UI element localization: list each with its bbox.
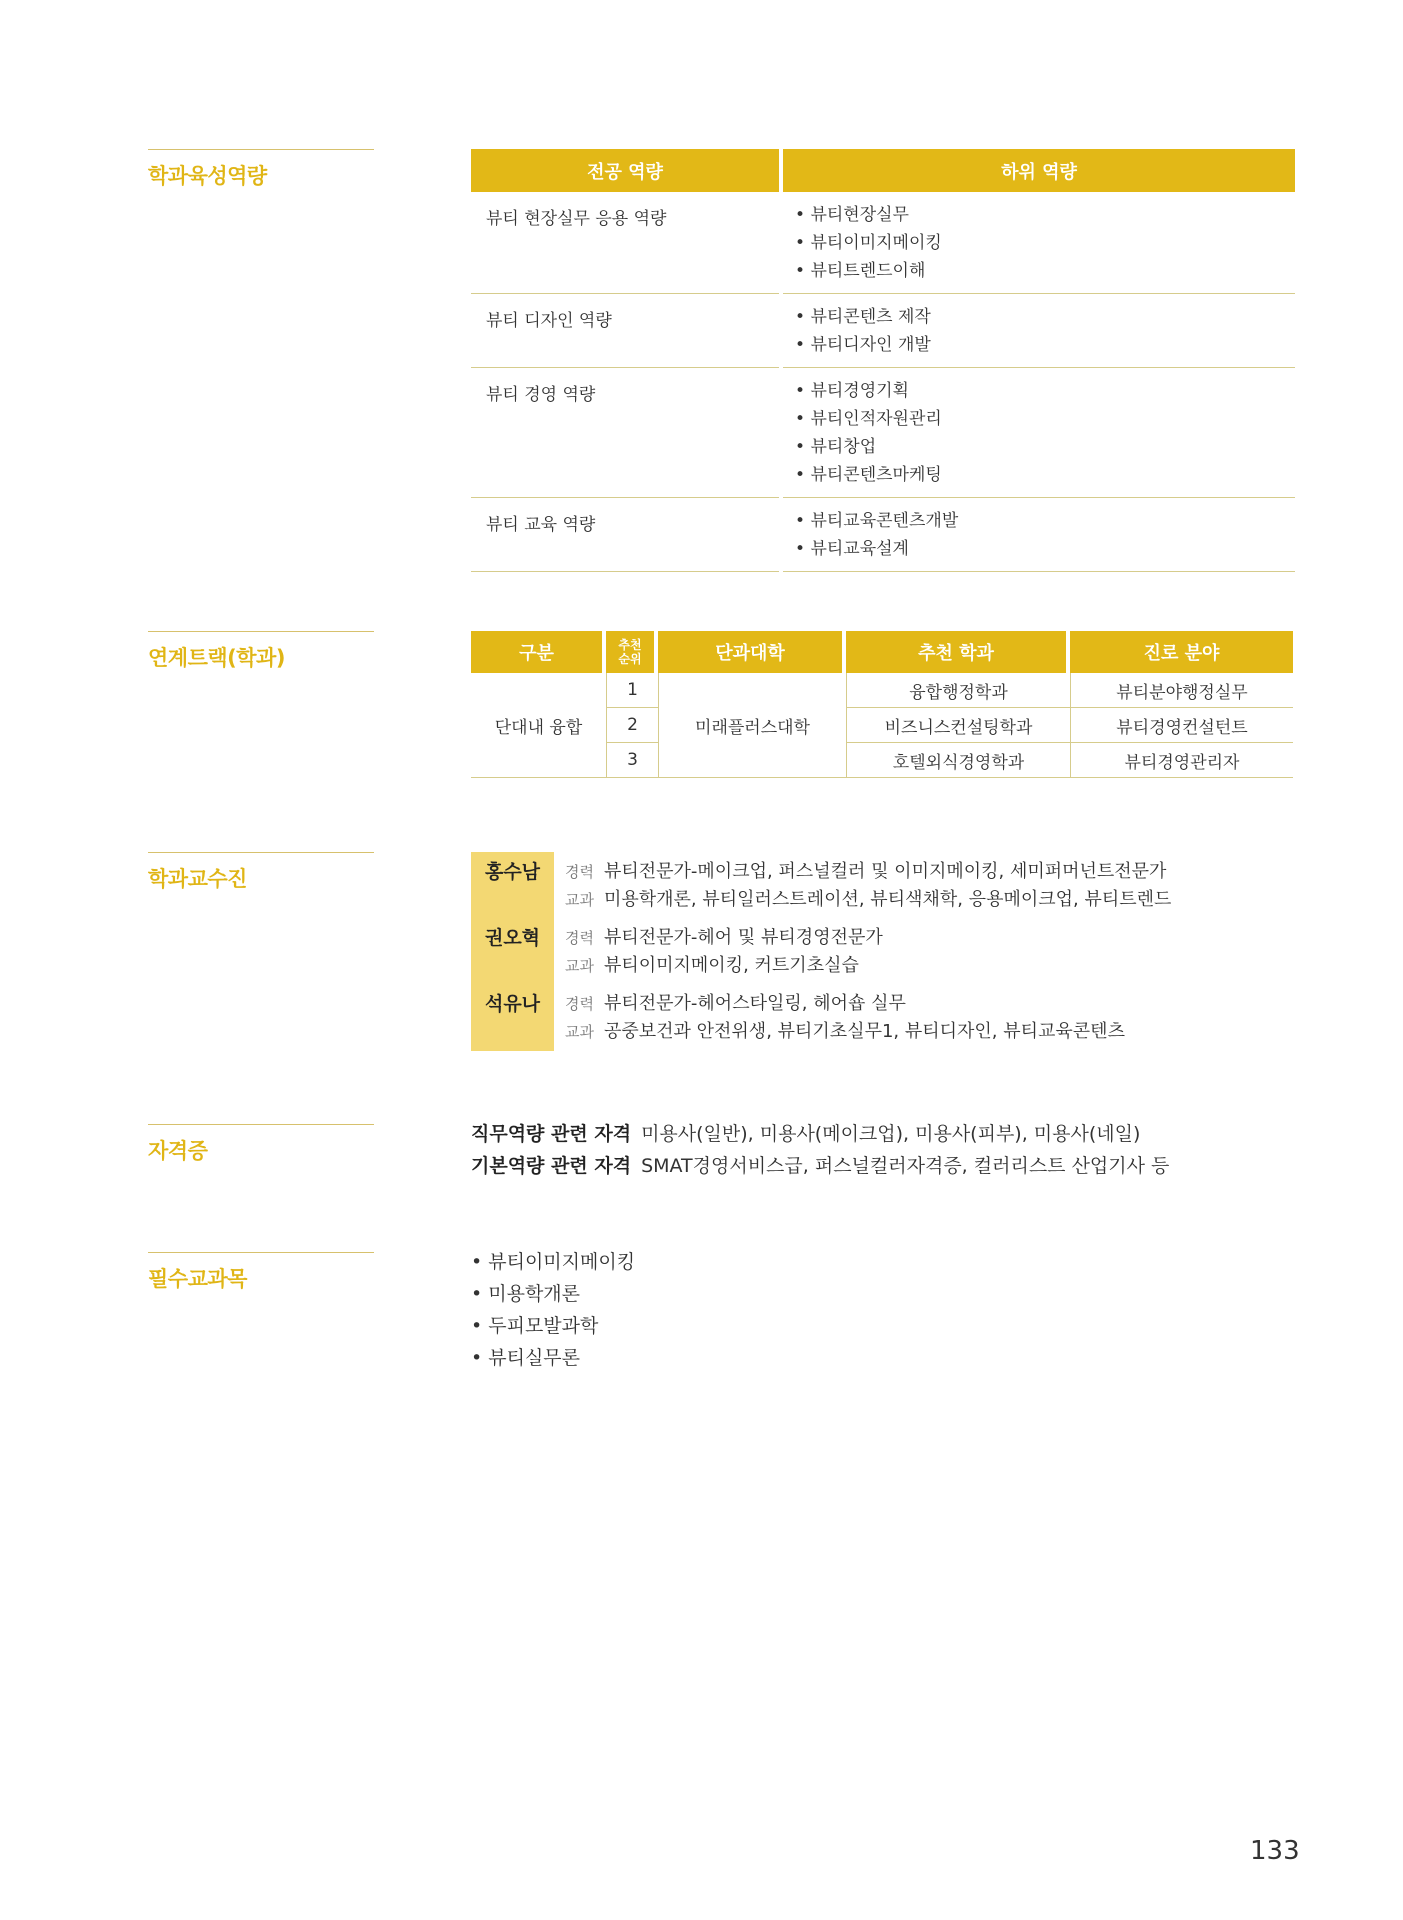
header-category: 구분 [471, 631, 606, 673]
table-row [471, 673, 1293, 708]
course-text: 공중보건과 안전위생, 뷰티기초실무1, 뷰티디자인, 뷰티교육콘텐츠 [603, 1021, 1125, 1042]
bullet-icon: • [795, 233, 811, 253]
bullet-icon: • [795, 205, 811, 225]
faculty-member [471, 984, 1301, 1050]
table-row [471, 498, 1295, 572]
table-row [471, 368, 1295, 498]
certificate-label: 직무역량 관련 자격 [471, 1123, 632, 1145]
section-title: 자격증 [148, 1139, 208, 1163]
list-item: • 미용학개론 [471, 1278, 635, 1310]
rank-cell: 3 [606, 743, 658, 778]
sub-competency-item [795, 535, 1295, 563]
section-faculty [148, 852, 374, 893]
sub-competency-text: 뷰티창업 [810, 437, 877, 457]
section-rule [148, 1124, 374, 1125]
bullet-icon: • [795, 307, 811, 327]
bullet-icon: • [795, 539, 811, 559]
sub-competency-text: 뷰티인적자원관리 [810, 409, 942, 429]
list-item: • 뷰티실무론 [471, 1342, 635, 1374]
career-text: 뷰티전문가-헤어 및 뷰티경영전문가 [603, 927, 883, 948]
section-rule [148, 631, 374, 632]
sub-competency-text: 뷰티교육설계 [810, 539, 909, 559]
faculty-name: 석유나 [484, 993, 541, 1015]
header-sub-competency: 하위 역량 [783, 149, 1295, 192]
section-rule [148, 852, 374, 853]
career-cell: 뷰티경영컨설턴트 [1070, 708, 1293, 743]
sub-competency-item [795, 507, 1295, 535]
competency-table [471, 149, 1295, 572]
sub-competency-item [795, 405, 1295, 433]
sub-competency-text: 뷰티경영기획 [810, 381, 909, 401]
department-cell: 융합행정학과 [846, 673, 1070, 708]
faculty-member [471, 918, 1301, 984]
sub-competency-text: 뷰티디자인 개발 [810, 335, 931, 355]
competency-header [471, 149, 1295, 192]
track-table [471, 631, 1293, 778]
course-text: 뷰티이미지메이킹, 커트기초실습 [603, 955, 859, 976]
career-label: 경력 [565, 863, 594, 881]
faculty-name: 홍수남 [484, 861, 541, 883]
major-competency-cell: 뷰티 현장실무 응용 역량 [471, 192, 779, 294]
faculty-career [565, 857, 1166, 883]
section-rule [148, 1252, 374, 1253]
section-title: 학과교수진 [148, 867, 247, 891]
course-label: 교과 [565, 957, 594, 975]
bullet-icon: • [795, 437, 811, 457]
sub-competency-text: 뷰티콘텐츠 제작 [810, 307, 931, 327]
certificate-list [471, 1118, 1169, 1182]
section-rule [148, 149, 374, 150]
faculty-list [471, 852, 1301, 1050]
faculty-career [565, 923, 883, 949]
sub-competency-text: 뷰티콘텐츠마케팅 [810, 465, 942, 485]
career-label: 경력 [565, 995, 594, 1013]
page-number: 133 [1250, 1836, 1300, 1866]
sub-competency-item [795, 377, 1295, 405]
certificate-value: 미용사(일반), 미용사(메이크업), 미용사(피부), 미용사(네일) [641, 1123, 1141, 1145]
required-course-list [471, 1246, 635, 1374]
rank-cell: 1 [606, 673, 658, 708]
course-label: 교과 [565, 891, 594, 909]
major-competency-cell: 뷰티 디자인 역량 [471, 294, 779, 368]
sub-competency-item [795, 229, 1295, 257]
sub-competency-text: 뷰티트렌드이해 [810, 261, 926, 281]
list-item: • 두피모발과학 [471, 1310, 635, 1342]
career-cell: 뷰티경영관리자 [1070, 743, 1293, 778]
sub-competency-text: 뷰티교육콘텐츠개발 [810, 511, 959, 531]
sub-competency-item [795, 433, 1295, 461]
bullet-icon: • [795, 409, 811, 429]
rank-cell: 2 [606, 708, 658, 743]
sub-competency-cell [783, 368, 1295, 498]
department-cell: 호텔외식경영학과 [846, 743, 1070, 778]
career-text: 뷰티전문가-헤어스타일링, 헤어숍 실무 [603, 993, 906, 1014]
major-competency-cell: 뷰티 경영 역량 [471, 368, 779, 498]
faculty-career [565, 989, 906, 1015]
sub-competency-item [795, 201, 1295, 229]
course-label: 교과 [565, 1023, 594, 1041]
faculty-name: 권오혁 [484, 927, 541, 949]
section-title: 학과육성역량 [148, 164, 267, 188]
category-cell: 단대내 융합 [471, 673, 606, 778]
bullet-icon: • [795, 465, 811, 485]
sub-competency-item [795, 461, 1295, 489]
sub-competency-cell [783, 498, 1295, 572]
certificate-row [471, 1150, 1169, 1182]
college-cell: 미래플러스대학 [658, 673, 846, 778]
header-major-competency: 전공 역량 [471, 149, 779, 192]
list-item: • 뷰티이미지메이킹 [471, 1246, 635, 1278]
department-cell: 비즈니스컨설팅학과 [846, 708, 1070, 743]
faculty-courses [565, 885, 1171, 911]
sub-competency-cell [783, 192, 1295, 294]
sub-competency-text: 뷰티이미지메이킹 [810, 233, 942, 253]
section-certificates [148, 1124, 374, 1165]
course-text: 미용학개론, 뷰티일러스트레이션, 뷰티색채학, 응용메이크업, 뷰티트렌드 [603, 889, 1172, 910]
sub-competency-item [795, 331, 1295, 359]
bullet-icon: • [795, 511, 811, 531]
bullet-icon: • [795, 381, 811, 401]
career-label: 경력 [565, 929, 594, 947]
bullet-icon: • [795, 335, 811, 355]
career-cell: 뷰티분야행정실무 [1070, 673, 1293, 708]
sub-competency-item [795, 257, 1295, 285]
faculty-courses [565, 1017, 1125, 1043]
certificate-value: SMAT경영서비스급, 퍼스널컬러자격증, 컬러리스트 산업기사 등 [641, 1155, 1170, 1177]
header-college: 단과대학 [658, 631, 846, 673]
table-row [471, 294, 1295, 368]
certificate-row [471, 1118, 1169, 1150]
header-career: 진로 분야 [1070, 631, 1293, 673]
table-row [471, 192, 1295, 294]
section-competency [148, 149, 374, 190]
certificate-label: 기본역량 관련 자격 [471, 1155, 632, 1177]
sub-competency-cell [783, 294, 1295, 368]
header-department: 추천 학과 [846, 631, 1070, 673]
sub-competency-item [795, 303, 1295, 331]
faculty-member [471, 852, 1301, 918]
faculty-courses [565, 951, 859, 977]
section-title: 필수교과목 [148, 1267, 247, 1291]
bullet-icon: • [795, 261, 811, 281]
sub-competency-text: 뷰티현장실무 [810, 205, 909, 225]
section-track [148, 631, 374, 672]
competency-body [471, 192, 1295, 572]
section-required [148, 1252, 374, 1293]
header-rank: 추천 순위 [606, 631, 658, 673]
major-competency-cell: 뷰티 교육 역량 [471, 498, 779, 572]
section-title: 연계트랙(학과) [148, 646, 285, 670]
career-text: 뷰티전문가-메이크업, 퍼스널컬러 및 이미지메이킹, 세미퍼머넌트전문가 [603, 861, 1167, 882]
